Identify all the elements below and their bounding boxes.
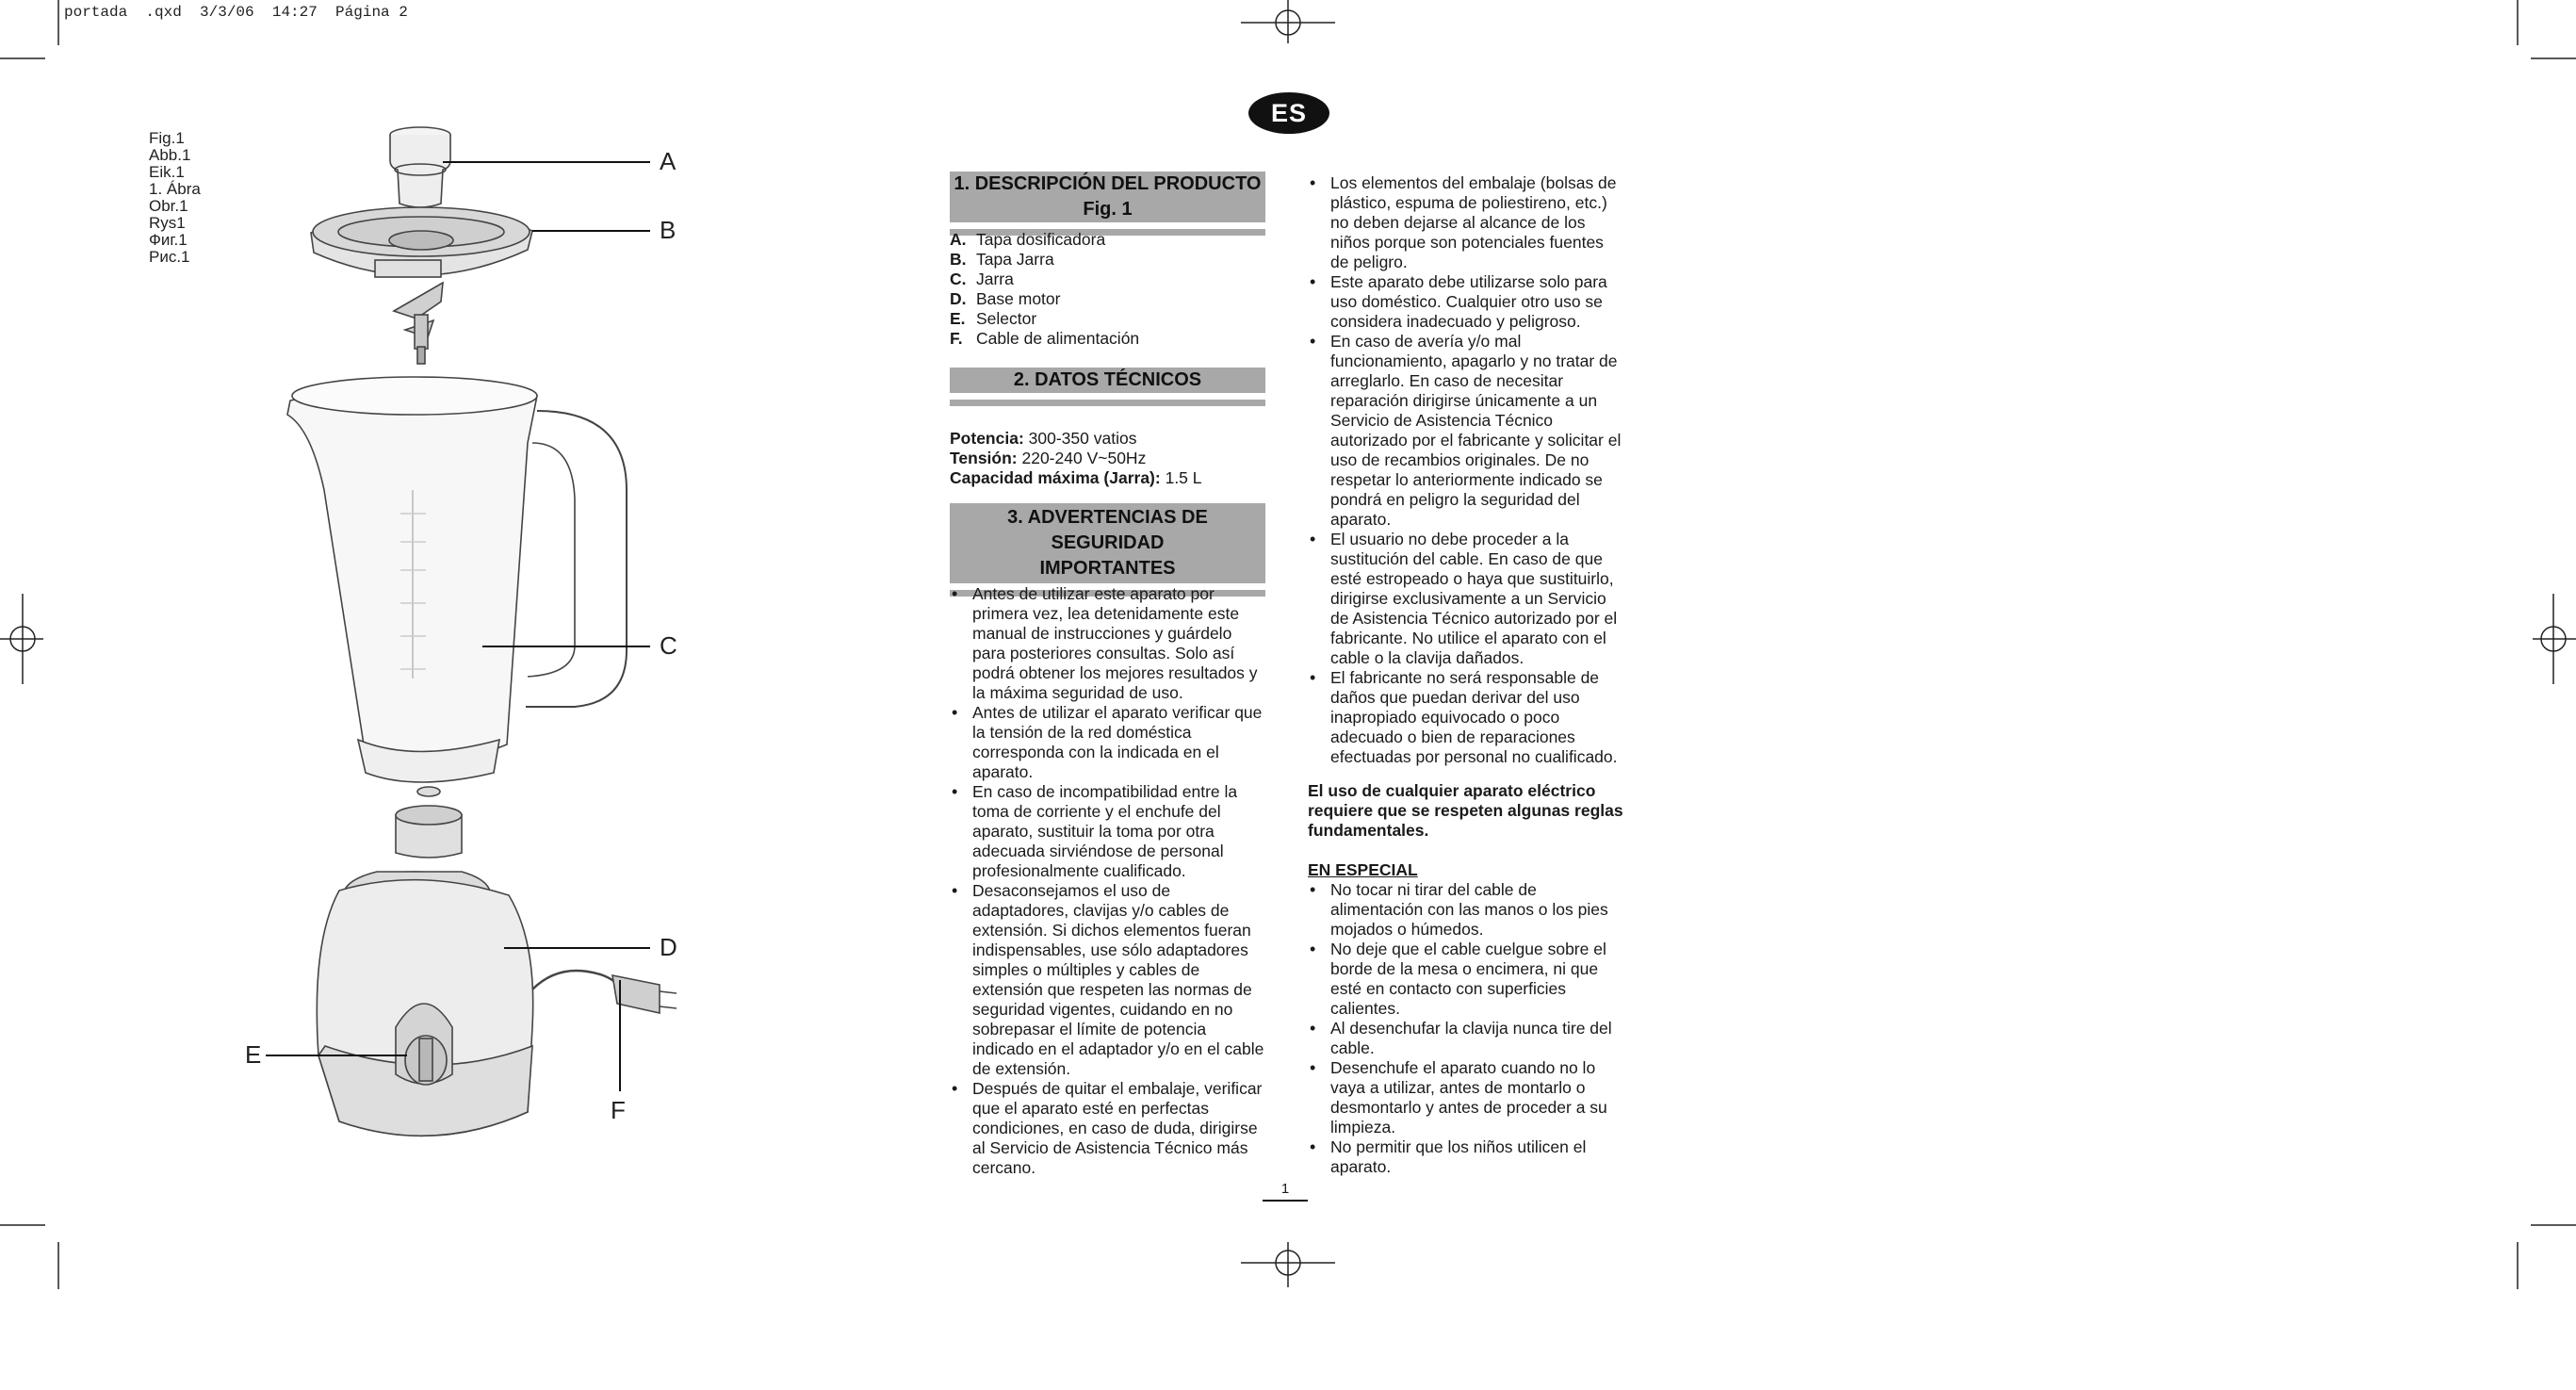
coupler-ring <box>396 787 462 858</box>
part-letter-b: B <box>660 216 677 244</box>
figure-caption: Obr.1 <box>149 197 188 215</box>
bold-note: El uso de cualquier aparato eléctrico requiere que se respeten algunas reglas fundamentales. <box>1308 781 1623 840</box>
list-item: • Los elementos del embalaje (bolsas de plástico, espuma de poliestireno, etc.) no deben dejarse al alcance de los niños porque son potenciales fuentes de peligro. <box>1308 173 1626 272</box>
figure-caption: Fig.1 <box>149 129 185 147</box>
parts-list <box>950 230 1265 349</box>
tech-specs <box>950 429 1265 488</box>
list-item: • Antes de utilizar el aparato verificar que la tensión de la red doméstica corresponda con la indicada en el aparato. <box>950 703 1265 782</box>
figure-caption: 1. Ábra <box>149 180 201 198</box>
list-item: • Antes de utilizar este aparato por primera vez, lea detenidamente este manual de instrucciones y guárdelo para posteriores consultas. Solo así podrá obtener los mejores resultados y la máxima seguridad de uso. <box>950 584 1265 703</box>
list-item: • Después de quitar el embalaje, verificar que el aparato esté en perfectas condiciones, en caso de duda, dirigirse al Servicio de Asistencia Técnico más cercano. <box>950 1079 1265 1178</box>
especial-heading: EN ESPECIAL <box>1308 860 1418 879</box>
power-cord-plug <box>532 971 677 1013</box>
list-item: B. Tapa Jarra <box>950 250 1054 269</box>
list-item: • No deje que el cable cuelgue sobre el borde de la mesa o encimera, ni que esté en contacto con superficies calientes. <box>1308 940 1626 1019</box>
header-slug: portada .qxd 3/3/06 14:27 Página 2 <box>64 4 408 21</box>
list-item: D. Base motor <box>950 289 1061 308</box>
part-letter-e: E <box>245 1040 262 1069</box>
blender-jar <box>287 377 627 782</box>
spec-row: Tensión: 220-240 V~50Hz <box>950 449 1147 467</box>
safety-list <box>950 584 1265 1178</box>
page-number-rule <box>1263 1200 1308 1202</box>
part-letter-d: D <box>660 933 677 961</box>
blender-illustration <box>287 127 677 1136</box>
figure-caption: Eik.1 <box>149 163 185 181</box>
page-number: 1 <box>1280 1181 1290 1197</box>
list-item: • En caso de avería y/o mal funcionamiento, apagarlo y no tratar de arreglarlo. En caso de necesitar reparación dirigirse únicamente a un Servicio de Asistencia Técnico autorizado por el fabricante y solicitar el uso de recambios originales. De no respetar lo anteriormente indicado se pondrá en peligro la seguridad del aparato. <box>1308 332 1626 530</box>
list-item: • El fabricante no será responsable de daños que puedan derivar del uso inapropiado equivocado o poco adecuado o bien de reparaciones efectuadas por personal no cualificado. <box>1308 668 1626 767</box>
part-letter-a: A <box>660 147 677 175</box>
measuring-cap <box>390 127 450 207</box>
spec-row: Potencia: 300-350 vatios <box>950 429 1137 448</box>
registration-mark-right <box>2533 594 2576 684</box>
jar-lid <box>311 207 532 277</box>
list-item: • El usuario no debe proceder a la sustitución del cable. En caso de que esté estropeado o haya que sustituirlo, dirigirse exclusivamente a un Servicio de Asistencia Técnico autorizado por el fabricante. No utilice el aparato con el cable o la clavija dañados. <box>1308 530 1626 668</box>
language-badge: ES <box>1248 92 1329 134</box>
list-item: F. Cable de alimentación <box>950 329 1140 348</box>
registration-mark-left <box>0 594 43 684</box>
section1-heading: 1. DESCRIPCIÓN DEL PRODUCTO Fig. 1 <box>950 172 1265 229</box>
especial-list <box>1308 880 1626 1177</box>
registration-mark-top <box>1241 0 1335 43</box>
section3-heading: 3. ADVERTENCIAS DE SEGURIDAD IMPORTANTES <box>950 503 1265 590</box>
list-item: C. Jarra <box>950 270 1014 288</box>
list-item: • Este aparato debe utilizarse solo para uso doméstico. Cualquier otro uso se considera inadecuado y peligroso. <box>1308 272 1626 332</box>
list-item: • Desenchufe el aparato cuando no lo vaya a utilizar, antes de montarlo o desmontarlo y antes de proceder a su limpieza. <box>1308 1058 1626 1137</box>
spec-row: Capacidad máxima (Jarra): 1.5 L <box>950 468 1202 487</box>
part-letter-c: C <box>660 631 677 660</box>
figure-caption: Рис.1 <box>149 248 190 266</box>
section2-heading: 2. DATOS TÉCNICOS <box>950 368 1265 400</box>
list-item: • Desaconsejamos el uso de adaptadores, clavijas y/o cables de extensión. Si dichos elementos fueran indispensables, use sólo adaptadores simples o múltiples y cables de extensión que respeten las normas de seguridad vigentes, cuidando en no sobrepasar el límite de potencia indicado en el adaptador y/o en el cable de extensión. <box>950 881 1265 1079</box>
part-letter-f: F <box>611 1096 626 1124</box>
registration-mark-bottom <box>1241 1242 1335 1287</box>
list-item: • No tocar ni tirar del cable de alimentación con las manos o los pies mojados o húmedos. <box>1308 880 1626 940</box>
figure-caption-list <box>149 130 201 266</box>
list-item: • Al desenchufar la clavija nunca tire del cable. <box>1308 1019 1626 1058</box>
figure-caption: Abb.1 <box>149 146 191 164</box>
safety-list-continued <box>1308 173 1626 767</box>
list-item: E. Selector <box>950 309 1037 328</box>
figure-caption: Rys1 <box>149 214 186 232</box>
list-item: • No permitir que los niños utilicen el aparato. <box>1308 1137 1626 1177</box>
blade-assembly <box>394 283 443 364</box>
motor-base <box>317 872 532 1136</box>
list-item: • En caso de incompatibilidad entre la toma de corriente y el enchufe del aparato, sustituir la toma por otra adecuada sirviéndose de personal profesionalmente cualificado. <box>950 782 1265 881</box>
list-item: A. Tapa dosificadora <box>950 230 1106 249</box>
figure-caption: Фиг.1 <box>149 231 187 249</box>
